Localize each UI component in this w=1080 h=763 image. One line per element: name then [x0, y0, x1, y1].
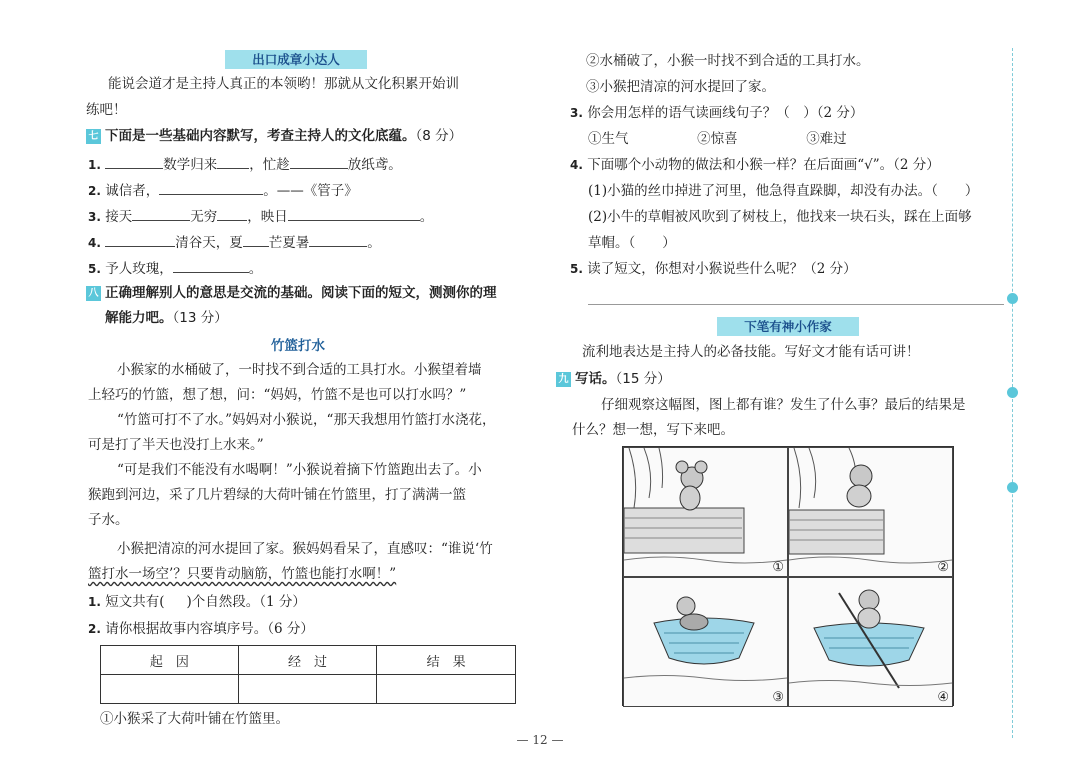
- comic-picture-grid: [622, 446, 954, 706]
- intro-text-line-2: 练吧！: [86, 102, 127, 118]
- story-line: 上轻巧的竹篮，想了想，问：“妈妈，竹篮不是也可以打水吗？”: [88, 387, 467, 403]
- panel-number: ④: [937, 690, 949, 705]
- sub-question-3: 3. 你会用怎样的语气读画线句子？（ ）（2 分）: [570, 105, 864, 121]
- sub-question-2: 2. 请你根据故事内容填序号。（6 分）: [88, 621, 314, 637]
- margin-dot-icon: [1007, 293, 1018, 304]
- story-line: “竹篮可打不了水。”妈妈对小猴说，“那天我想用竹篮打水浇花，: [117, 412, 496, 428]
- question-7-badge: 七: [86, 129, 101, 144]
- section-banner-writing: 下笔有神小作家: [717, 317, 859, 336]
- table-header-process: 经 过: [238, 646, 377, 675]
- table-header-cause: 起 因: [101, 646, 239, 675]
- sub-question-4: 4. 下面哪个小动物的做法和小猴一样？在后面画“√”。（2 分）: [570, 157, 940, 173]
- story-line: “可是我们不能没有水喝啊！”小猴说着摘下竹篮跑出去了。小: [117, 462, 482, 478]
- sub-question-4-b: (2)小牛的草帽被风吹到了树枝上，他找来一块石头，踩在上面够: [588, 209, 972, 225]
- comic-panel-1: [623, 447, 788, 577]
- q7-item-4: 4. 清谷天，夏 芒夏暑 。: [88, 232, 381, 252]
- sub-question-1: 1. 短文共有( )个自然段。（1 分）: [88, 594, 306, 610]
- option-1: ①小猴采了大荷叶铺在竹篮里。: [100, 711, 289, 727]
- question-8-badge: 八: [86, 286, 101, 301]
- panel-number: ③: [772, 690, 784, 705]
- margin-dot-icon: [1007, 387, 1018, 398]
- fill-blank[interactable]: [173, 258, 249, 273]
- question-9-badge: 九: [556, 372, 571, 387]
- panel-number: ①: [772, 560, 784, 575]
- sub-question-4-a: (1)小猫的丝巾掉进了河里，他急得直跺脚，却没有办法。（ ）: [588, 183, 979, 199]
- choice[interactable]: ③难过: [806, 131, 847, 147]
- page-number: — 12 —: [516, 733, 564, 747]
- fill-blank[interactable]: [105, 154, 163, 169]
- monkey-basket-picture-icon: [624, 578, 787, 706]
- writing-prompt-line-1: 仔细观察这幅图，图上都有谁？发生了什么事？最后的结果是: [601, 397, 966, 413]
- fill-blank[interactable]: [217, 206, 247, 221]
- fill-blank[interactable]: [309, 232, 367, 247]
- q7-item-2: 2. 诚信者， 。——《管子》: [88, 180, 358, 200]
- section-divider: [588, 304, 1004, 305]
- story-line: 猴跑到河边，采了几片碧绿的大荷叶铺在竹篮里，打了满满一篮: [88, 487, 466, 503]
- comic-panel-3: [623, 577, 788, 707]
- sub-question-4-b-line-2: 草帽。（ ）: [588, 235, 676, 251]
- story-title: 竹篮打水: [271, 338, 325, 354]
- margin-dot-icon: [1007, 482, 1018, 493]
- story-line: 子水。: [88, 512, 129, 528]
- choice[interactable]: ②惊喜: [697, 131, 738, 147]
- fill-blank[interactable]: [217, 154, 249, 169]
- fill-blank[interactable]: [132, 206, 190, 221]
- story-line: 小猴家的水桶破了，一时找不到合适的工具打水。小猴望着墙: [117, 362, 482, 378]
- q7-item-1: 1. 数学归来 ，忙趁 放纸鸢。: [88, 154, 402, 174]
- writing-intro: 流利地表达是主持人的必备技能。写好文才能有话可讲！: [582, 344, 920, 360]
- story-line: 可是打了半天也没打上水来。”: [88, 437, 264, 453]
- q7-item-5: 5. 予人玫瑰， 。: [88, 258, 262, 278]
- choice[interactable]: ①生气: [588, 131, 629, 147]
- fill-blank[interactable]: [159, 180, 263, 195]
- fill-blank[interactable]: [105, 232, 175, 247]
- table-cell-answer[interactable]: [377, 675, 516, 704]
- comic-panel-4: [788, 577, 953, 707]
- sub-question-3-choices: [588, 130, 847, 148]
- comic-panel-2: [788, 447, 953, 577]
- fill-blank[interactable]: [243, 232, 269, 247]
- sequence-table: [100, 645, 516, 704]
- question-8-heading-line-2: 解能力吧。（13 分）: [105, 310, 228, 326]
- monkey-picture-icon: [624, 448, 787, 576]
- story-line: 小猴把清凉的河水提回了家。猴妈妈看呆了，直感叹：“谁说‘竹: [117, 541, 493, 557]
- panel-number: ②: [937, 560, 949, 575]
- question-9-heading: 九 写话。（15 分）: [556, 370, 671, 388]
- q7-item-3: 3. 接天 无穷 ，映日 。: [88, 206, 433, 226]
- story-line-underlined: 篮打水一场空’？只要肯动脑筋，竹篮也能打水啊！”: [88, 566, 397, 582]
- fill-blank[interactable]: [290, 154, 348, 169]
- question-7-heading: 七 下面是一些基础内容默写，考查主持人的文化底蕴。（8 分）: [86, 127, 462, 145]
- sub-question-5: 5. 读了短文，你想对小猴说些什么呢？（2 分）: [570, 261, 857, 277]
- intro-text-line-1: 能说会道才是主持人真正的本领哟！那就从文化积累开始训: [108, 76, 459, 92]
- monkey-picture-icon: [789, 448, 952, 576]
- table-header-result: 结 果: [377, 646, 516, 675]
- option-2: ②水桶破了，小猴一时找不到合适的工具打水。: [586, 53, 870, 69]
- option-3: ③小猴把清凉的河水提回了家。: [586, 79, 775, 95]
- table-cell-answer[interactable]: [101, 675, 239, 704]
- monkey-boat-picture-icon: [789, 578, 952, 706]
- section-banner-speaking: 出口成章小达人: [225, 50, 367, 69]
- writing-prompt-line-2: 什么？想一想，写下来吧。: [572, 422, 734, 438]
- table-cell-answer[interactable]: [238, 675, 377, 704]
- fill-blank[interactable]: [288, 206, 420, 221]
- question-8-heading: 八 正确理解别人的意思是交流的基础。阅读下面的短文，测测你的理: [86, 284, 497, 302]
